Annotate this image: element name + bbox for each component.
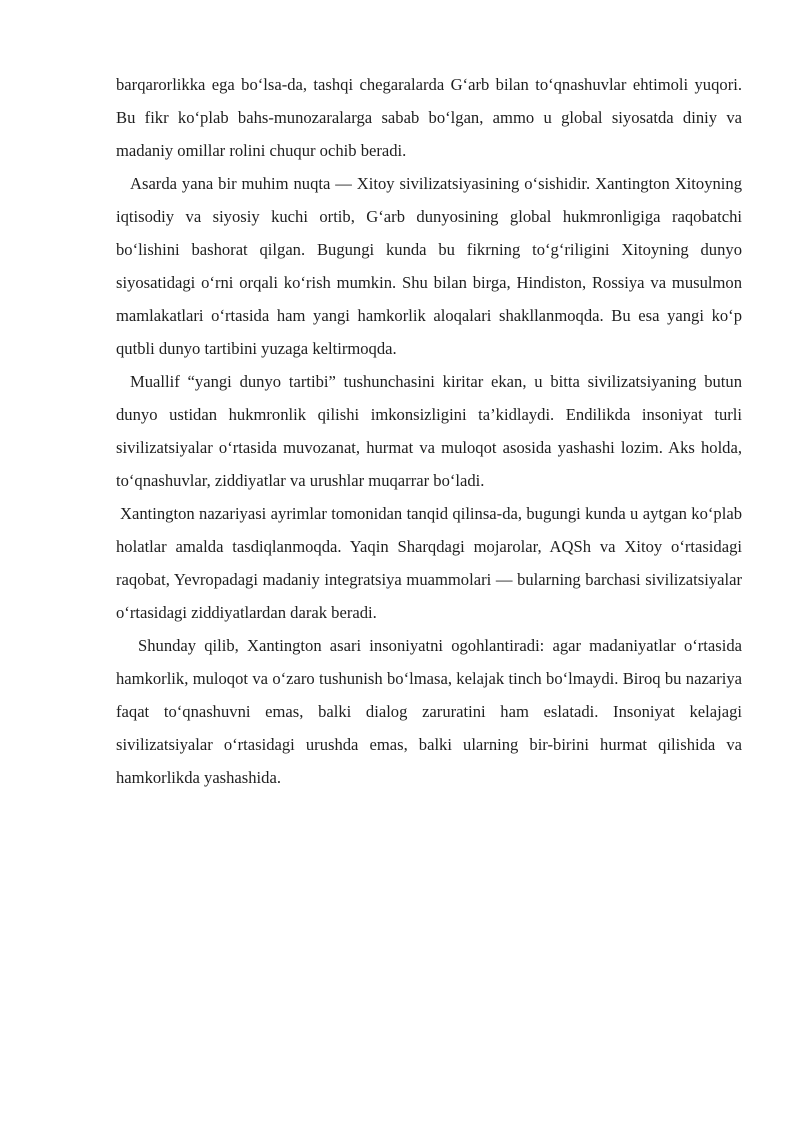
paragraph-continuation: barqarorlikka ega bo‘lsa-da, tashqi chegaralarda G‘arb bilan to‘qnashuvlar ehtimoli yuqori. Bu fikr ko‘plab bahs-munozaralarga sabab bo‘lgan, ammo u global siyosatda diniy va madaniy omillar rolini chuqur ochib beradi. (116, 75, 742, 160)
paragraph-china-civilization: Asarda yana bir muhim nuqta — Xitoy sivilizatsiyasining o‘sishidir. Xantington Xitoyning iqtisodiy va siyosiy kuchi ortib, G‘arb dunyosining global hukmronligiga raqobatchi bo‘lishini bashorat qilgan. Bugungi kunda bu fikrning to‘g‘riligini Xitoyning dunyo siyosatidagi o‘rni orqali ko‘rish mumkin. Shu bilan birga, Hindiston, Rossiya va musulmon mamlakatlari o‘rtasida ham yangi hamkorlik aloqalari shakllanmoqda. Bu esa yangi ko‘p qutbli dunyo tartibini yuzaga keltirmoqda. (116, 174, 742, 358)
paragraph-criticism: Xantington nazariyasi ayrimlar tomonidan tanqid qilinsa-da, bugungi kunda u aytgan ko‘plab holatlar amalda tasdiqlanmoqda. Yaqin Sharqdagi mojarolar, AQSh va Xitoy o‘rtasidagi raqobat, Yevropadagi madaniy integratsiya muammolari — bularning barchasi sivilizatsiyalar o‘rtasidagi ziddiyatlardan darak beradi. (116, 504, 742, 622)
paragraph-new-world-order: Muallif “yangi dunyo tartibi” tushunchasini kiritar ekan, u bitta sivilizatsiyaning butun dunyo ustidan hukmronlik qilishi imkonsizligini ta’kidlaydi. Endilikda insoniyat turli sivilizatsiyalar o‘rtasida muvozanat, hurmat va muloqot asosida yashashi lozim. Aks holda, to‘qnashuvlar, ziddiyatlar va urushlar muqarrar bo‘ladi. (116, 372, 742, 490)
document-body (116, 68, 742, 794)
paragraph-conclusion: Shunday qilib, Xantington asari insoniyatni ogohlantiradi: agar madaniyatlar o‘rtasida hamkorlik, muloqot va o‘zaro tushunish bo‘lmasa, kelajak tinch bo‘lmaydi. Biroq bu nazariya faqat to‘qnashuvni emas, balki dialog zaruratini ham eslatadi. Insoniyat kelajagi sivilizatsiyalar o‘rtasidagi urushda emas, balki ularning bir-birini hurmat qilishida va hamkorlikda yashashida. (116, 636, 742, 787)
